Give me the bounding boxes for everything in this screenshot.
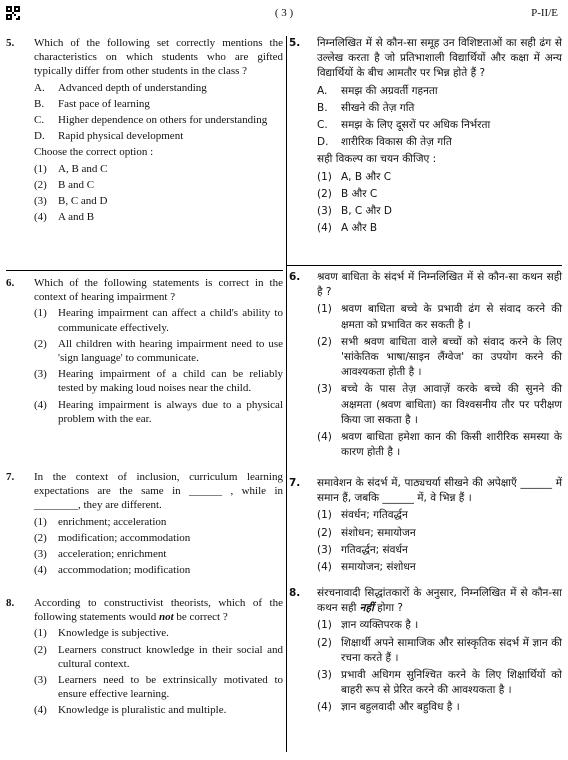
choice-2: (2) सभी श्रवण बाधिता वाले बच्चों को संवाद करने के लिए 'सांकेतिक भाषा/साइन लैंग्वेज' का उपयोग करने की आवश्यकता होती है ।: [317, 335, 562, 379]
question-7-hi: [289, 476, 562, 575]
question-number: 8.: [289, 587, 301, 599]
choice-3: (3) Learners need to be extrinsically motivated to ensure effective learning.: [34, 674, 283, 701]
instruction-text: Choose the correct option :: [34, 146, 154, 159]
choice-4: (4) Hearing impairment is always due to a physical problem with the ear.: [34, 398, 283, 425]
instruction-text: सही विकल्प का चयन कीजिए :: [317, 153, 437, 166]
question-6-en: [6, 276, 283, 426]
question-text: According to constructivist theorists, which of the following statements would not be correct ?: [34, 597, 283, 624]
question-number: 8.: [6, 597, 15, 609]
question-8-en: [6, 596, 283, 718]
choice-2: (2) शिक्षार्थी अपने सामाजिक और सांस्कृतिक संदर्भ में ज्ञान की रचना करते हैं ।: [317, 636, 562, 664]
choice-4: (4) समायोजन; संशोधन: [317, 561, 416, 574]
choice-2: (2) B and C: [34, 178, 95, 191]
choice-4: (4) श्रवण बाधिता हमेशा कान की किसी शारीरिक समस्या के कारण होती है ।: [317, 431, 562, 459]
hindi-column: [289, 36, 562, 752]
question-7-en: [6, 470, 283, 577]
statement-b: B. सीखने की तेज़ गति: [317, 101, 415, 114]
question-5-hi: [289, 36, 562, 236]
choice-3: (3) B, C और D: [317, 205, 393, 218]
choice-1: (1) श्रवण बाधिता बच्चे के प्रभावी ढंग से संवाद करने की क्षमता को प्रभावित कर सकती है ।: [317, 303, 562, 331]
statement-c: C. समझ के लिए दूसरों पर अधिक निर्भरता: [317, 119, 491, 132]
question-8-hi: [289, 586, 562, 716]
question-5-en: [6, 36, 283, 224]
statement-a: A. समझ की अग्रवर्ती गहनता: [317, 84, 438, 97]
choice-4: (4) ज्ञान बहुलवादी और बहुविध है ।: [317, 701, 460, 714]
question-number: 5.: [6, 37, 15, 49]
choice-3: (3) acceleration; enrichment: [34, 548, 167, 561]
question-text: संरचनावादी सिद्धांतकारों के अनुसार, निम्नलिखित में से कौन-सा कथन सही नहीं होगा ?: [317, 587, 562, 615]
question-6-hi: [289, 270, 562, 460]
question-number: 5.: [289, 37, 301, 49]
page-header: [0, 0, 568, 30]
question-number: 6.: [6, 277, 15, 289]
column-divider: [286, 36, 287, 752]
choice-4: (4) Knowledge is pluralistic and multiple.: [34, 704, 227, 717]
choice-3: (3) प्रभावी अधिगम सुनिश्चित करने के लिए शिक्षार्थियों को बाहरी रूप से प्रेरित करने की आवश्यकता है ।: [317, 669, 562, 697]
choice-1: (1) enrichment; acceleration: [34, 515, 167, 528]
emphasis-word: not: [158, 611, 174, 624]
choice-4: (4) A और B: [317, 222, 378, 235]
choice-2: (2) संशोधन; समायोजन: [317, 526, 416, 539]
choice-1: (1) A, B और C: [317, 170, 392, 183]
choice-2: (2) Learners construct knowledge in their social and cultural context.: [34, 643, 283, 670]
question-text: In the context of inclusion, curriculum learning expectations are the same in ______ , while in ________, they are different.: [34, 471, 283, 512]
english-column: [6, 36, 283, 752]
choice-2: (2) All children with hearing impairment need to use 'sign language' to communicate.: [34, 337, 283, 365]
question-text: समावेशन के संदर्भ में, पाठ्यचर्या सीखने की अपेक्षाएँ ______ में समान हैं, जबकि ______ में, वे भिन्न हैं ।: [317, 477, 562, 505]
choice-1: (1) Knowledge is subjective.: [34, 627, 169, 640]
choice-1: (1) Hearing impairment can affect a child's ability to communicate effectively.: [34, 307, 283, 334]
statement-b: B. Fast pace of learning: [34, 97, 150, 110]
choice-4: (4) accommodation; modification: [34, 564, 191, 577]
choice-1: (1) A, B and C: [34, 162, 108, 175]
question-number: 7.: [6, 471, 15, 483]
choice-1: (1) ज्ञान व्यक्तिपरक है ।: [317, 619, 419, 632]
choice-3: (3) Hearing impairment of a child can be reliably tested by making loud noises near the child.: [34, 368, 283, 395]
statement-d: D. Rapid physical development: [34, 130, 184, 143]
choice-3: (3) गतिवर्द्धन; संवर्धन: [317, 543, 408, 556]
choice-3: (3) B, C and D: [34, 195, 108, 208]
choice-4: (4) A and B: [34, 211, 95, 224]
page-number: ( 3 ): [274, 7, 294, 19]
question-separator: [286, 265, 562, 266]
choice-3: (3) बच्चे के पास तेज़ आवाज़ें करके बच्चे की सुनने की अक्षमता (श्रवण बाधिता) का विश्वसनीय तौर पर परीक्षण किया जा सकता है ।: [317, 383, 562, 426]
choice-2: (2) B और C: [317, 187, 378, 200]
question-number: 6.: [289, 271, 301, 283]
question-text: Which of the following set correctly mentions the characteristics on which students who are gifted typically differ from other students in the class ?: [34, 37, 283, 78]
choice-1: (1) संवर्धन; गतिवर्द्धन: [317, 509, 408, 522]
statement-c: C. Higher dependence on others for understanding: [34, 114, 268, 127]
paper-code: P-II/E: [531, 7, 558, 19]
question-text: Which of the following statements is correct in the context of hearing impairment ?: [34, 277, 283, 304]
choice-2: (2) modification; accommodation: [34, 531, 191, 544]
statement-a: A. Advanced depth of understanding: [34, 81, 207, 94]
question-text: श्रवण बाधिता के संदर्भ में निम्नलिखित में से कौन-सा कथन सही है ?: [317, 271, 562, 299]
question-separator: [6, 270, 283, 271]
question-text: निम्नलिखित में से कौन-सा समूह उन विशिष्टताओं का सही ढंग से उल्लेख करता है जो प्रतिभाशाली विद्यार्थियों और कक्षा में अन्य विद्यार्थियों के बीच आमतौर पर भिन्न होते हैं ?: [317, 37, 562, 80]
statement-d: D. शारीरिक विकास की तेज़ गति: [317, 136, 452, 149]
question-number: 7.: [289, 477, 301, 489]
emphasis-word: नहीं: [359, 602, 374, 615]
